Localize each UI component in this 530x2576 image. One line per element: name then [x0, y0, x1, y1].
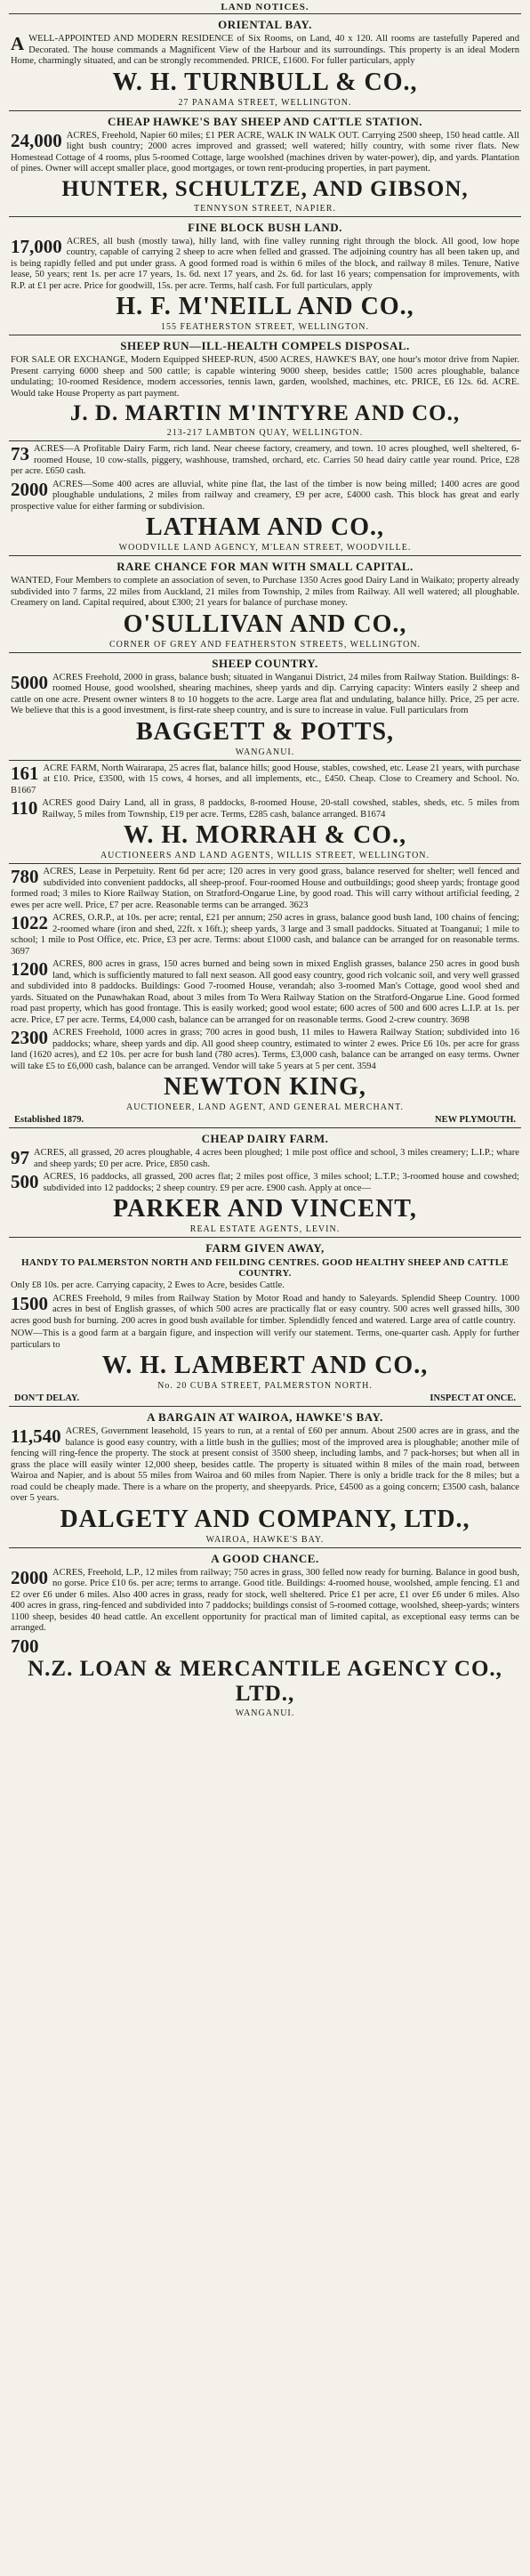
ad-paragraph [11, 1148, 519, 1170]
address-right: INSPECT AT ONCE. [430, 1393, 516, 1403]
ad-body-text: ACRES, Government leasehold, 15 years to run, at a rental of £60 per annum. About 2500 acres are in grass, and the balance is good easy country, with a little bush in the gullies; most of the improved area is ploughable; another mile of fencing will ring-fence the property. The stock at present consist of 3500 sheep, including lambs, and 7 pack-horses; but when all in grass the place will easily winter 12,000 sheep, besides cattle. The property is situated within 8 miles of the main road, between Wairoa and Napier, and is about 55 miles from Wairoa and 60 miles from Napier. There is only a bridle track for the 8 miles; but a road could be cheaply made. There is a whare on the property, and sheepyards. Price, £4500 as a going concern; £3500 cash, balance over 5 years. [11, 1426, 519, 1503]
ad-body-text: ACRES, all bush (mostly tawa), hilly land, with fine valley running right through the block. All good, low hope country, capable of carrying 2 sheep to acre when felled and grassed. The adjoining country has all been taken up, and is being rapidly felled and put under grass. A good formed road is within 6 miles of the block, and railway 8 miles. Tenure, Native lease, 50 years; rent 1s. per acre 17 years, 1s. 6d. next 17 years, and 2s. 6d. for last 16 years; compensation for improvements, with R.P. at £1 per acre. Price for goodwill, 15s. per acre. Terms, half cash. For full particulars, apply [11, 236, 519, 291]
ad-paragraph [11, 1426, 519, 1505]
divider-rule [9, 1406, 521, 1407]
ad-paragraph [11, 867, 519, 911]
advertisement [0, 1410, 530, 1545]
agent-address: REAL ESTATE AGENTS, LEVIN. [189, 1224, 341, 1234]
lead-figure: A [11, 34, 25, 54]
ad-paragraph [11, 237, 519, 293]
ad-paragraph [11, 480, 519, 513]
agent-name: O'SULLIVAN AND CO., [123, 610, 407, 638]
lead-figure: 5000 [11, 672, 48, 693]
advertisement [0, 657, 530, 757]
lead-figure: 1200 [11, 959, 48, 980]
address-left: Established 1879. [14, 1115, 84, 1125]
ad-paragraph [11, 1172, 519, 1194]
ad-heading: A BARGAIN AT WAIROA, HAWKE'S BAY. [147, 1410, 383, 1424]
agent-name: N.Z. LOAN & MERCANTILE AGENCY CO., LTD., [28, 1656, 502, 1706]
divider-rule [9, 760, 521, 761]
ad-paragraph [11, 673, 519, 717]
divider-rule [9, 216, 521, 217]
ad-body-text: ACRES, Freehold, L.P., 12 miles from railway; 750 acres in grass, 300 felled now ready for burning. Balance in good bush, no gorse. Price £10 6s. per acre; terms to arrange. Good title. Buildings: 4-roomed house, woolshed, ample fencing. £1 and £2 over £6 under 6 miles. Also 400 acres in grass, ready for stock, well sheltered. Price £1 per acre, £1 over £6 under 6 miles. Also 400 acres in grass, ring-fenced and subdivided into 7 paddocks; buildings consist of 5-roomed cottage, woolshed, sheep-yards; winters 1100 sheep, besides 40 head cattle. An excellent opportunity for practical man of limited capital, as exceptional easy terms can be arranged. [11, 1567, 519, 1633]
ad-heading: FINE BLOCK BUSH LAND. [188, 220, 342, 234]
agent-name: NEWTON KING, [164, 1073, 366, 1101]
ad-body-text: ACRES, Freehold, Napier 60 miles; £1 PER ACRE, WALK IN WALK OUT. Carrying 2500 sheep, 150 head cattle. All light bush country; 2000 acres improved and grassed; well watered; hilly country, with some river flats. New Homestead Cottage of 4 rooms, plus 5-roomed Cottage, large woolshed (machines driven by water-power), dip, and yards. Plantation of pines. Owner will accept smaller place, good mortgages, or town rent-producing properties, in part payment. [11, 130, 519, 174]
agent-address: AUCTIONEER, LAND AGENT, AND GENERAL MERCHANT. [125, 1102, 405, 1112]
ad-paragraph [11, 444, 519, 478]
lead-figure: 17,000 [11, 236, 62, 257]
ad-body-text: ACRES Freehold, 1000 acres in grass; 700 acres in good bush, 11 miles to Hawera Railway Station; subdivided into 16 paddocks; whare, sheep yards and dip. All good sheep country, estimated to winter 2 ewes. Price £6 10s. per acre for grass land (1620 acres), and £2 10s. per acre for bush land (780 acres). Terms, £3,000 cash, balance can be arranged on easy terms. Owner will take £5 to £6,000 cash, balance can be arranged. Vendor will take 5 years at 5 per cent. 3594 [11, 1028, 519, 1071]
lead-figure: 161 [11, 763, 39, 784]
ad-paragraph [11, 355, 519, 400]
divider-rule [9, 652, 521, 653]
agent-name: HUNTER, SCHULTZE, AND GIBSON, [61, 176, 469, 201]
agent-name: W. H. TURNBULL & CO., [112, 68, 418, 96]
agent-name: J. D. MARTIN M'INTYRE AND CO., [69, 401, 461, 425]
ad-body-text: Only £8 10s. per acre. Carrying capacity, 2 Ewes to Acre, besides Cattle. [11, 1280, 285, 1290]
lead-figure: 110 [11, 798, 38, 819]
ad-heading: RARE CHANCE FOR MAN WITH SMALL CAPITAL. [116, 560, 414, 573]
agent-address: AUCTIONEERS AND LAND AGENTS, WILLIS STREET, WELLINGTON. [100, 851, 430, 860]
ad-body-text: ACRES, O.R.P., at 10s. per acre; rental, £21 per annum; 250 acres in grass, balance good bush land, 100 chains of fencing; 2-roomed whare (iron and shed, 22ft. x 16ft.); sheep yards, 3 large and 3 small paddocks. Situated at Toanganui; 1 mile to school; 1 mile to Post Office, etc. Price, £3 per acre. Terms: about £1000 cash, and balance can be arranged for on reasonable terms. 3697 [11, 913, 519, 957]
ad-heading: FARM GIVEN AWAY, [205, 1241, 325, 1255]
agent-address: 27 PANAMA STREET, WELLINGTON. [178, 97, 352, 108]
advertisement [0, 867, 530, 1125]
agent-name: W. H. MORRAH & CO., [123, 821, 407, 849]
agent-address: WANGANUI. [235, 747, 295, 757]
agent-name: PARKER AND VINCENT, [113, 1195, 417, 1223]
address-left: DON'T DELAY. [14, 1393, 80, 1403]
lead-figure: 500 [11, 1172, 39, 1192]
ad-heading: SHEEP COUNTRY. [212, 656, 318, 670]
divider-rule [9, 110, 521, 111]
agent-address: 155 FEATHERSTON STREET, WELLINGTON. [161, 322, 369, 332]
advertisement [0, 1552, 530, 1718]
agent-address: WANGANUI. [235, 1708, 295, 1718]
agent-address: 213-217 LAMBTON QUAY, WELLINGTON. [166, 428, 364, 438]
divider-rule [9, 1237, 521, 1238]
agent-name: BAGGETT & POTTS, [135, 717, 395, 746]
advertisement [0, 221, 530, 333]
ad-body-text: ACRES—A Profitable Dairy Farm, rich land. Near cheese factory, creamery, and town. 10 acres ploughed, well sheltered, 6-roomed House, 10 cow-stalls, piggery, washhouse, tramshed, orchard, etc. Carries 50 head dairy cattle year round. Price, £28 per acre. £650 cash. [11, 444, 519, 476]
ad-paragraph [11, 576, 519, 610]
agent-name: LATHAM AND CO., [145, 513, 385, 541]
ad-paragraph [11, 1328, 519, 1351]
lead-figure: 24,000 [11, 130, 62, 151]
lead-figure: 780 [11, 867, 39, 887]
ad-paragraph [11, 34, 519, 68]
lead-figure: 2300 [11, 1028, 48, 1048]
ad-body-text: WANTED, Four Members to complete an association of seven, to Purchase 1350 Acres good Dairy Land in Waikato; property already subdivided into 7 farms, 22 miles from Auckland, 21 miles from Township, 2 miles from Railway. All well watered; all ploughable. Creamery on land. Capital required, about £300; 21 years for balance of purchase money. [11, 576, 519, 608]
ad-paragraph [11, 798, 519, 820]
ad-paragraph [11, 913, 519, 957]
agent-address: No. 20 CUBA STREET, PALMERSTON NORTH. [157, 1381, 373, 1391]
ad-heading: CHEAP HAWKE'S BAY SHEEP AND CATTLE STATION. [108, 114, 422, 128]
ad-body-text: ACRE FARM, North Wairarapa, 25 acres flat, balance hills; good House, stables, cowshed, etc. Lease 21 years, with purchase at £10. Price, £3500, with 15 cows, 4 horses, and all implements, etc., £450. Cheap. Close to Creamery and School. No. B1667 [11, 763, 519, 795]
divider-rule [9, 440, 521, 441]
agent-address: WOODVILLE LAND AGENCY, M'LEAN STREET, WOODVILLE. [118, 543, 412, 553]
divider-rule [9, 863, 521, 864]
ad-body-text: ACRES, Lease in Perpetuity. Rent 6d per acre; 120 acres in very good grass, balance reserved for shelter; well fenced and subdivided into convenient paddocks, all sheep-proof. Four-roomed House and outbuildings; good sheep yards; frontage good formed road; 3 miles to Kiore Railway Station, on Stratford-Ongarue Line, by good road. This will carry without artificial feeding, 2 ewes per acre well. Price, £7 per acre. Reasonable terms can be arranged. 3623 [11, 867, 519, 910]
divider-rule [9, 555, 521, 556]
ad-body-text: ACRES, all grassed, 20 acres ploughable, 4 acres been ploughed; 1 mile post office and school, 3 miles creamery; L.I.P.; whare and sheep yards; £0 per acre. Price, £850 cash. [34, 1148, 519, 1169]
ad-paragraph [11, 959, 519, 1026]
divider-rule [9, 1127, 521, 1128]
lead-figure: 1500 [11, 1293, 48, 1314]
agent-name: H. F. M'NEILL AND CO., [116, 293, 414, 320]
ads-column [0, 13, 530, 1718]
advertisement [0, 560, 530, 650]
advertisement [0, 18, 530, 108]
ad-body-text: ACRES, 16 paddocks, all grassed, 200 acres flat; 2 miles post office, 3 miles school; L.T.P.; 3-roomed house and cowshed; subdivided into 12 paddocks; 2 sheep country. £9 per acre. £900 cash. Apply at once— [43, 1172, 519, 1193]
lead-figure: 2000 [11, 479, 48, 500]
divider-rule [9, 13, 521, 14]
address-line [14, 1393, 516, 1403]
advertisement [0, 339, 530, 438]
ad-paragraph [11, 1568, 519, 1635]
advertisement [0, 1241, 530, 1403]
ad-subheading: HANDY TO PALMERSTON NORTH AND FEILDING CENTRES. GOOD HEALTHY SHEEP AND CATTLE COUNTRY. [21, 1257, 509, 1279]
ad-paragraph [11, 1636, 519, 1655]
advertisement [0, 1132, 530, 1234]
ad-paragraph [11, 1028, 519, 1072]
masthead: LAND NOTICES. [221, 2, 309, 12]
divider-rule [9, 1547, 521, 1548]
advertisement [0, 115, 530, 214]
ad-body-text: ACRES Freehold, 9 miles from Railway Station by Motor Road and handy to Saleyards. Splendid Sheep Country. 1000 acres in best of English grasses, of which 500 acres are practically flat or easy country. 500 acres well grassed hills, 300 acres good bush for burning. 200 acres in good bush available for timber. Splendidly fenced and watered. Large area of cattle country. [11, 1293, 519, 1326]
ad-body-text: ACRES good Dairy Land, all in grass, 8 paddocks, 8-roomed House, 20-stall cowshed, stables, sheds, etc. 5 miles from Railway, 5 miles from Township, £19 per acre. Terms, £285 cash, balance arranged. B1674 [42, 798, 519, 820]
ad-heading: SHEEP RUN—ILL-HEALTH COMPELS DISPOSAL. [120, 339, 410, 352]
ad-paragraph [11, 763, 519, 797]
address-line [14, 1115, 516, 1125]
agent-address: WAIROA, HAWKE'S BAY. [205, 1534, 325, 1545]
agent-name: W. H. LAMBERT AND CO., [101, 1352, 429, 1379]
lead-figure: 1022 [11, 913, 48, 933]
ad-heading: ORIENTAL BAY. [218, 18, 312, 31]
lead-figure: 73 [11, 444, 29, 464]
ad-body-text: ACRES, 800 acres in grass, 150 acres burned and being sown in mixed English grasses, balance 250 acres in good bush land, which is sufficiently matured to fall next season. All good easy country, good rich volcanic soil, and very well grassed and subdivided into 8 paddocks. Buildings: Good 7-roomed House, verandah; also 3-roomed Man's Cottage, good wool shed and yards. Situated on the Punawhakan Road, about 3 miles from To Wera Railway Station on the Stratford-Ongarue Line. Good formed road past property, which has good frontage. This is easily worked; good wool estate; 600 acres of 500 and 600 acres L.I.P. at 1s. per acre. Price, £7 per acre. Terms, £4,000 cash, balance can be arranged for on reasonable terms. Good 2-crew country. 3698 [11, 959, 519, 1025]
ad-heading: CHEAP DAIRY FARM. [201, 1132, 329, 1145]
advertisement [0, 444, 530, 553]
ad-heading: A GOOD CHANCE. [211, 1551, 319, 1565]
address-right: NEW PLYMOUTH. [434, 1115, 516, 1125]
ad-paragraph [11, 131, 519, 175]
advertisement [0, 763, 530, 861]
ad-paragraph [11, 1280, 519, 1292]
agent-name: DALGETY AND COMPANY, LTD., [60, 1505, 470, 1533]
agent-address: CORNER OF GREY AND FEATHERSTON STREETS, WELLINGTON. [108, 639, 422, 650]
ad-body-text: NOW—This is a good farm at a bargain figure, and inspection will verify our statement. Terms, one-quarter cash. Apply for further particulars to [11, 1328, 519, 1350]
ad-body-text: ACRES—Some 400 acres are alluvial, white pine flat, the last of the timber is now being milled; 1400 acres are good ploughable undulations, 2 miles from railway and creamery, £9 per acre, £4000 cash. This block has great and early prospective value for either farming or subdivision. [11, 479, 519, 512]
agent-address: TENNYSON STREET, NAPIER. [194, 203, 336, 214]
ad-body-text: WELL-APPOINTED AND MODERN RESIDENCE of Six Rooms, on Land, 40 x 120. All rooms are tastefully Papered and Decorated. The house commands a Magnificent View of the Harbour and its surroundings. This property is an ideal Modern Home, charmingly situated, and can be strongly recommended. PRICE, £1600. For fuller particulars, apply [11, 34, 519, 66]
ad-body-text: FOR SALE OR EXCHANGE, Modern Equipped SHEEP-RUN, 4500 ACRES, HAWKE'S BAY, one hour's motor drive from Napier. Present carrying 6000 sheep and 500 cattle; is capable wintering 9000 sheep, besides cattle; 1500 acres ploughable, balance undulating; 10-roomed Residence, modern accessories, tennis lawn, garden, woolshed, machines, etc. PRICE, £6 12s. 6d. ACRE. Would take House Property as part payment. [11, 355, 519, 399]
lead-figure: 700 [11, 1635, 39, 1655]
lead-figure: 97 [11, 1148, 29, 1168]
ad-body-text: ACRES Freehold, 2000 in grass, balance bush; situated in Wanganui District, 24 miles from Railway Station. Buildings: 8-roomed House, good woolshed, shearing machines, sheep yards and dip. Carrying capacity: Winters easily 2 sheep and cattle on one acre. Present owner winters 8 to 10 hoggets to the acre. Large area flat and undulating, balance hilly. Price, 25 per acre. We believe that this is a good investment, is first-rate sheep country, and is sure to increase in value. Full particulars from [11, 672, 519, 715]
ad-paragraph [11, 1294, 519, 1328]
lead-figure: 2000 [11, 1567, 48, 1588]
lead-figure: 11,540 [11, 1426, 61, 1447]
